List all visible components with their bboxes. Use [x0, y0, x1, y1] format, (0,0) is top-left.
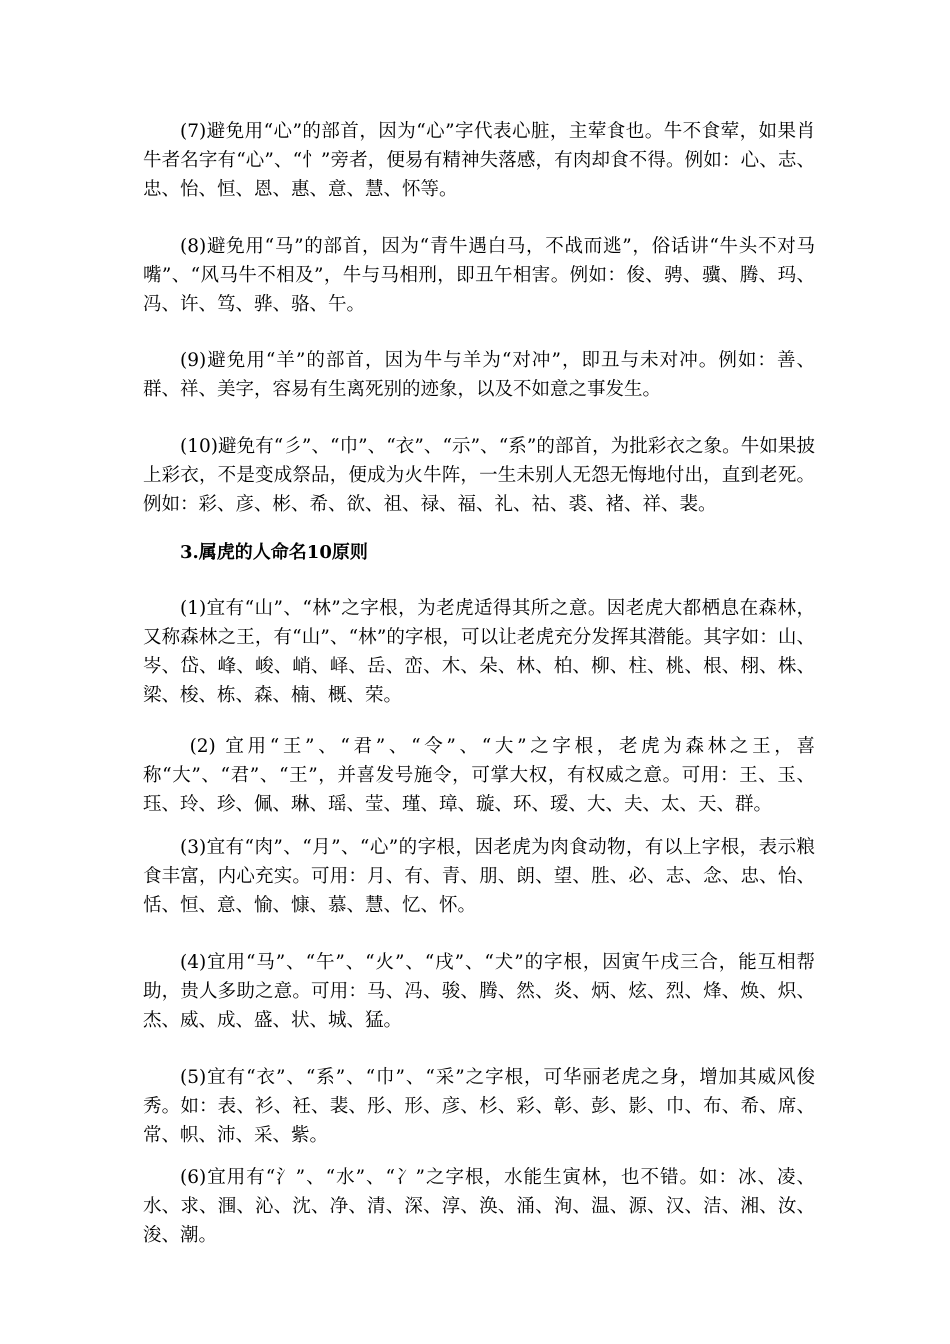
paragraph-text: (7)避免用“心”的部首，因为“心”字代表心脏，主荤食也。牛不食荤，如果肖牛者名字有“心”、“忄”旁者，便易有精神失落感，有肉却食不得。例如：心、志、忠、怡、恒、恩、惠、意、慧、怀等。 — [143, 121, 815, 200]
section-heading: 3.属虎的人命名10原则 — [180, 542, 368, 563]
paragraph-ox-rule-7 — [143, 117, 815, 204]
paragraph-text: (2) 宜用“王”、“君”、“令”、“大”之字根，老虎为森林之王，喜称“大”、“君”、“王”，并喜发号施令，可掌大权，有权威之意。可用：王、玉、珏、玲、珍、佩、琳、瑶、莹、瑾、璋、璇、环、瑷、大、夫、太、天、群。 — [143, 736, 815, 815]
paragraph-text: (1)宜有“山”、“林”之字根，为老虎适得其所之意。因老虎大都栖息在森林，又称森林之王，有“山”、“林”的字根，可以让老虎充分发挥其潜能。其字如：山、岑、岱、峰、峻、峭、峄、岳、峦、木、朵、林、柏、柳、柱、桃、根、栩、株、梁、梭、栋、森、楠、概、荣。 — [143, 598, 815, 706]
paragraph-text: (10)避免有“彡”、“巾”、“衣”、“示”、“系”的部首，为批彩衣之象。牛如果披上彩衣，不是变成祭品，便成为火牛阵，一生未别人无怨无悔地付出，直到老死。例如：彩、彦、彬、希、欲、祖、禄、福、礼、祜、裘、褚、祥、裴。 — [143, 436, 815, 515]
paragraph-tiger-rule-5 — [143, 1063, 815, 1150]
paragraph-text: (6)宜用有“氵”、“水”、“冫”之字根，水能生寅林，也不错。如：冰、凌、水、求、涠、沁、沈、净、清、深、淳、涣、涌、洵、温、源、汉、洁、湘、汝、浚、潮。 — [143, 1167, 815, 1246]
paragraph-text: (5)宜有“衣”、“系”、“巾”、“采”之字根，可华丽老虎之身，增加其威风俊秀。如：表、衫、衽、裴、彤、形、彦、杉、彩、彰、彭、影、巾、布、希、席、常、帜、沛、采、紫。 — [143, 1067, 815, 1146]
paragraph-text: (4)宜用“马”、“午”、“火”、“戌”、“犬”的字根，因寅午戌三合，能互相帮助，贵人多助之意。可用：马、冯、骏、腾、然、炎、炳、炫、烈、烽、焕、炽、杰、威、成、盛、状、城、猛。 — [143, 952, 815, 1031]
paragraph-tiger-rule-6 — [143, 1163, 815, 1250]
paragraph-text: (8)避免用“马”的部首，因为“青牛遇白马，不战而逃”，俗话讲“牛头不对马嘴”、“风马牛不相及”，牛与马相刑，即丑午相害。例如：俊、骋、骥、腾、玛、冯、许、笃、骅、骆、午。 — [143, 236, 815, 315]
paragraph-text: (9)避免用“羊”的部首，因为牛与羊为“对冲”，即丑与未对冲。例如：善、群、祥、美字，容易有生离死别的迹象，以及不如意之事发生。 — [143, 350, 815, 400]
paragraph-ox-rule-8 — [143, 232, 815, 319]
paragraph-tiger-rule-4 — [143, 948, 815, 1035]
paragraph-text: (3)宜有“肉”、“月”、“心”的字根，因老虎为肉食动物，有以上字根，表示粮食丰富，内心充实。可用：月、有、青、朋、朗、望、胜、必、志、念、忠、怡、恬、恒、意、愉、慷、慕、慧、忆、怀。 — [143, 837, 815, 916]
paragraph-tiger-rule-2 — [143, 732, 815, 819]
paragraph-ox-rule-9 — [143, 346, 815, 404]
paragraph-tiger-rule-1 — [143, 594, 815, 710]
paragraph-ox-rule-10 — [143, 432, 815, 519]
paragraph-tiger-rule-3 — [143, 833, 815, 920]
